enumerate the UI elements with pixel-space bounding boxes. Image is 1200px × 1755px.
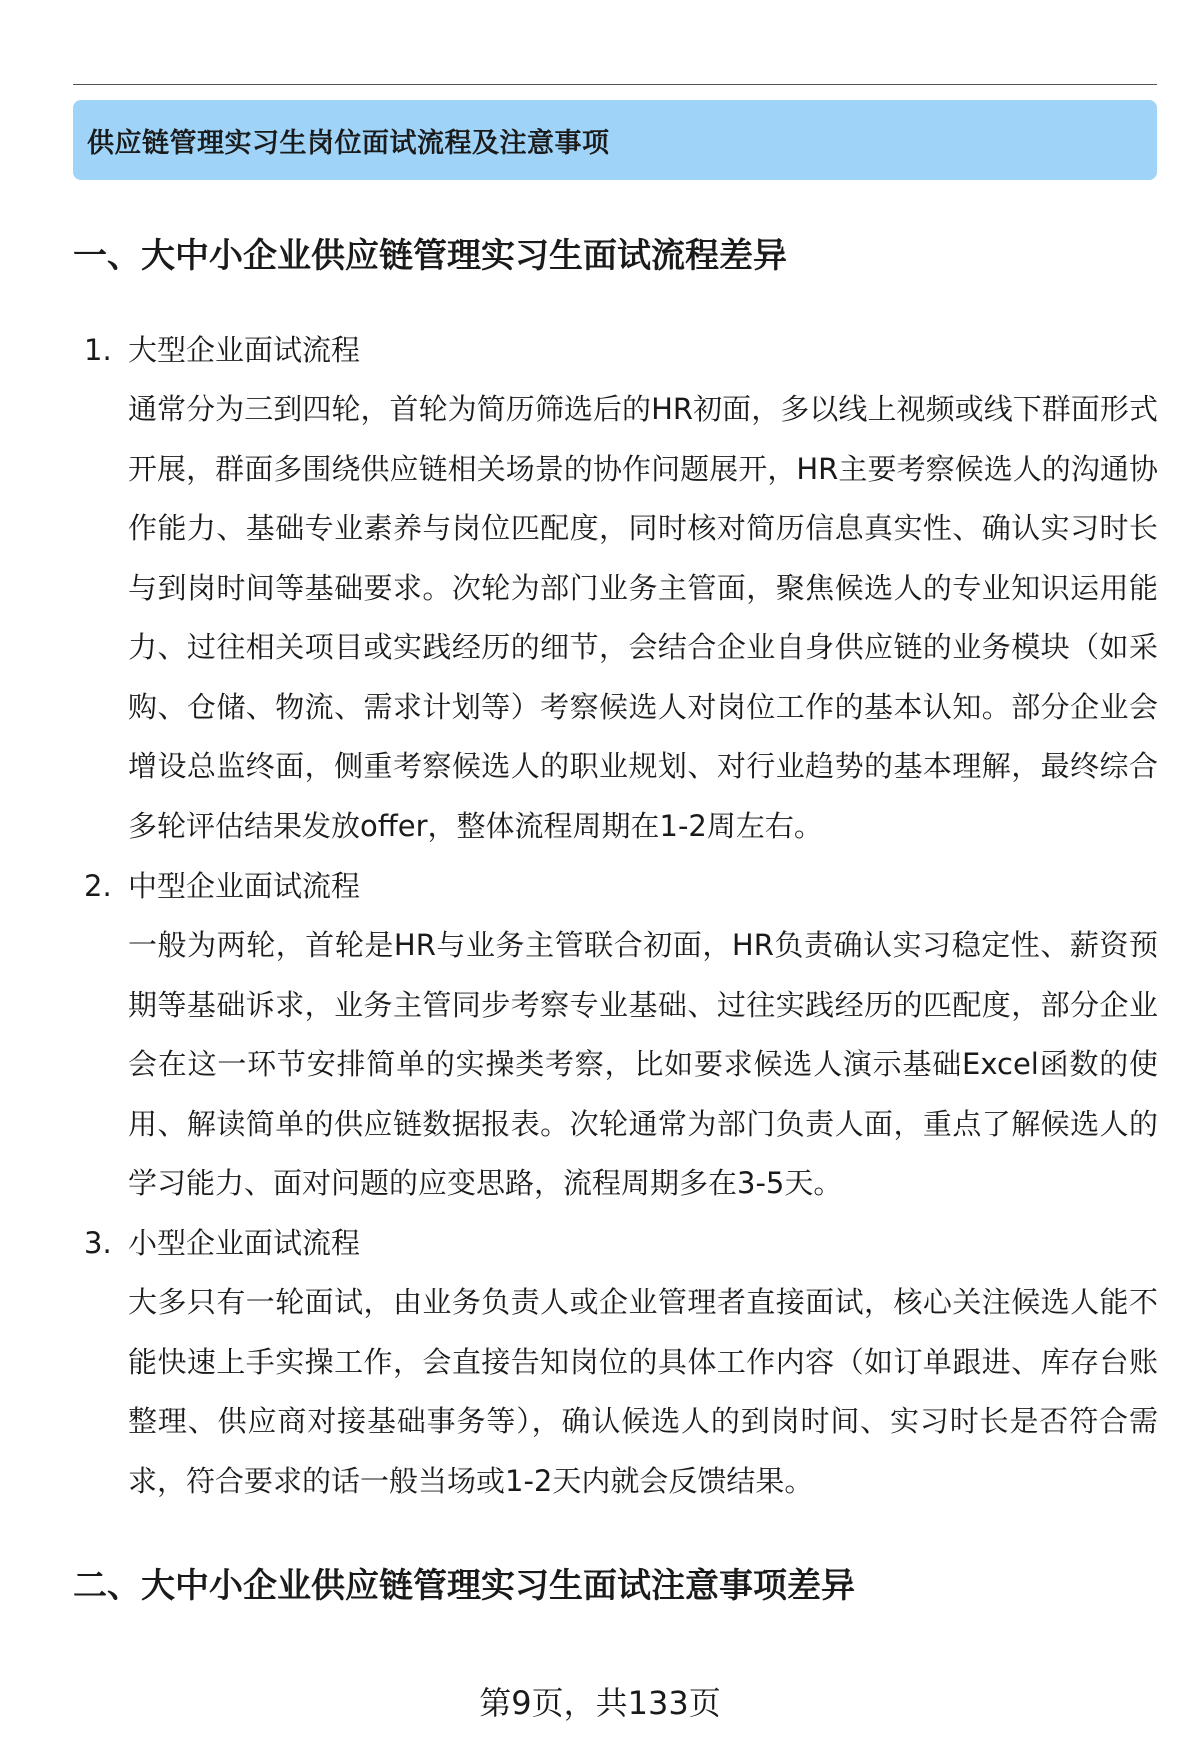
list-item-number: 3. bbox=[84, 1226, 112, 1260]
list-item-title: 小型企业面试流程 bbox=[128, 1226, 361, 1260]
document-title: 供应链管理实习生岗位面试流程及注意事项 bbox=[87, 127, 610, 159]
section-heading-2: 二、大中小企业供应链管理实习生面试注意事项差异 bbox=[73, 1566, 855, 1606]
list-item bbox=[84, 1213, 1160, 1511]
list-item bbox=[84, 856, 1160, 1214]
top-divider bbox=[73, 84, 1157, 85]
list-item-number: 2. bbox=[84, 869, 112, 903]
section-heading-1: 一、大中小企业供应链管理实习生面试流程差异 bbox=[73, 236, 787, 276]
page-number: 第9页，共133页 bbox=[479, 1684, 721, 1722]
list-item-number: 1. bbox=[84, 333, 112, 367]
list-item-body: 一般为两轮，首轮是HR与业务主管联合初面，HR负责确认实习稳定性、薪资预期等基础诉求，业务主管同步考察专业基础、过往实践经历的匹配度，部分企业会在这一环节安排简单的实操类考察，比如要求候选人演示基础Excel函数的使用、解读简单的供应链数据报表。次轮通常为部门负责人面，重点了解候选人的学习能力、面对问题的应变思路，流程周期多在3-5天。 bbox=[128, 928, 1158, 1200]
list-item-body: 大多只有一轮面试，由业务负责人或企业管理者直接面试，核心关注候选人能不能快速上手实操工作，会直接告知岗位的具体工作内容（如订单跟进、库存台账整理、供应商对接基础事务等），确认候选人的到岗时间、实习时长是否符合需求，符合要求的话一般当场或1-2天内就会反馈结果。 bbox=[128, 1285, 1158, 1498]
list-item-title: 大型企业面试流程 bbox=[128, 333, 361, 367]
list-item bbox=[84, 320, 1160, 856]
list-item-title: 中型企业面试流程 bbox=[128, 869, 361, 903]
title-banner bbox=[73, 100, 1157, 180]
list-item-body: 通常分为三到四轮，首轮为简历筛选后的HR初面，多以线上视频或线下群面形式开展，群面多围绕供应链相关场景的协作问题展开，HR主要考察候选人的沟通协作能力、基础专业素养与岗位匹配度，同时核对简历信息真实性、确认实习时长与到岗时间等基础要求。次轮为部门业务主管面，聚焦候选人的专业知识运用能力、过往相关项目或实践经历的细节，会结合企业自身供应链的业务模块（如采购、仓储、物流、需求计划等）考察候选人对岗位工作的基本认知。部分企业会增设总监终面，侧重考察候选人的职业规划、对行业趋势的基本理解，最终综合多轮评估结果发放offer，整体流程周期在1-2周左右。 bbox=[128, 392, 1158, 843]
